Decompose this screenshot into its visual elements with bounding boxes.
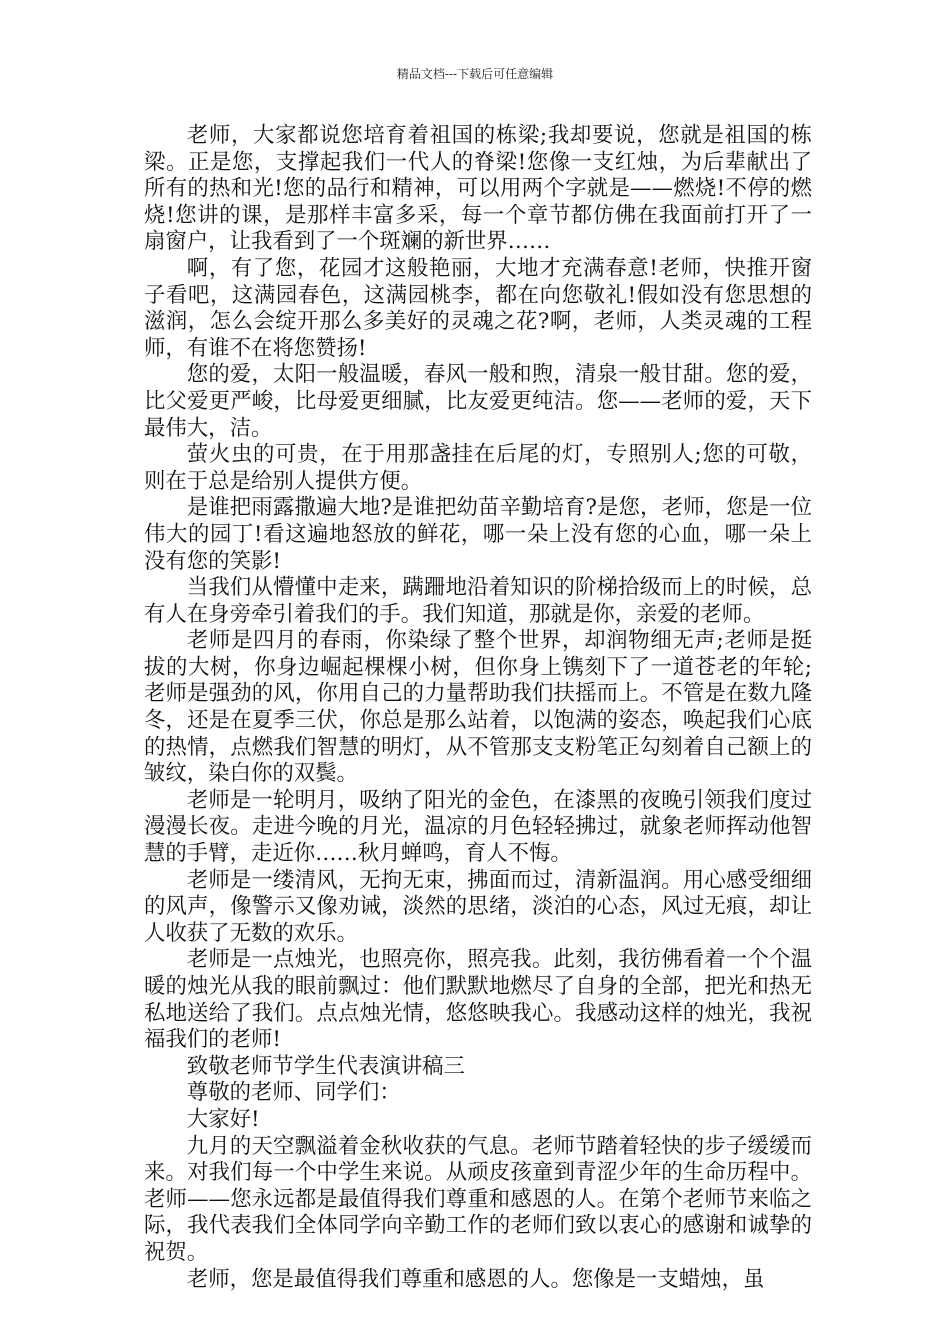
paragraph: 老师是四月的春雨，你染绿了整个世界，却润物细无声;老师是挺拔的大树，你身边崛起棵棵小树，但你身上镌刻下了一道苍老的年轮;老师是强劲的风，你用自己的力量帮助我们扶摇而上。不管是在数九隆冬，还是在夏季三伏，你总是那么站着，以饱满的姿态，唤起我们心底的热情，点燃我们智慧的明灯，从不管那支支粉笔正勾刻着自己额上的皱纹，染白你的双鬓。 — [144, 628, 812, 787]
document-body — [144, 123, 812, 1293]
paragraph: 当我们从懵懂中走来，蹒跚地沿着知识的阶梯拾级而上的时候，总有人在身旁牵引着我们的手。我们知道，那就是你，亲爱的老师。 — [144, 575, 812, 627]
paragraph: 老师是一点烛光，也照亮你，照亮我。此刻，我彷佛看着一个个温暖的烛光从我的眼前飘过：他们默默地燃尽了自身的全部，把光和热无私地送给了我们。点点烛光情，悠悠映我心。我感动这样的烛光，我祝福我们的老师! — [144, 947, 812, 1053]
paragraph: 啊，有了您，花园才这般艳丽，大地才充满春意!老师，快推开窗子看吧，这满园春色，这满园桃李，都在向您敬礼!假如没有您思想的滋润，怎么会绽开那么多美好的灵魂之花?啊，老师，人类灵魂的工程师，有谁不在将您赞扬! — [144, 255, 812, 361]
paragraph: 是谁把雨露撒遍大地?是谁把幼苗辛勤培育?是您，老师，您是一位伟大的园丁!看这遍地怒放的鲜花，哪一朵上没有您的心血，哪一朵上没有您的笑影! — [144, 495, 812, 574]
salutation: 尊敬的老师、同学们： — [186, 1080, 401, 1106]
paragraph: 九月的天空飘溢着金秋收获的气息。老师节踏着轻快的步子缓缓而来。对我们每一个中学生来说。从顽皮孩童到青涩少年的生命历程中。老师——您永远都是最值得我们尊重和感恩的人。在第个老师节来临之际，我代表我们全体同学向辛勤工作的老师们致以衷心的感谢和诚挚的祝贺。 — [144, 1133, 812, 1265]
paragraph: 老师是一缕清风，无拘无束，拂面而过，清新温润。用心感受细细的风声，像警示又像劝诫，淡然的思绪，淡泊的心态，风过无痕，却让人收获了无数的欢乐。 — [144, 867, 812, 946]
paragraph: 萤火虫的可贵，在于用那盏挂在后尾的灯，专照别人;您的可敬，则在于总是给别人提供方便。 — [144, 442, 812, 494]
section-title: 致敬老师节学生代表演讲稿三 — [186, 1053, 465, 1079]
paragraph: 老师是一轮明月，吸纳了阳光的金色，在漆黑的夜晚引领我们度过漫漫长夜。走进今晚的月光，温凉的月色轻轻拂过，就象老师挥动他智慧的手臂，走近你……秋月蝉鸣，育人不悔。 — [144, 787, 812, 867]
greeting: 大家好! — [186, 1106, 260, 1132]
paragraph: 老师，大家都说您培育着祖国的栋梁;我却要说，您就是祖国的栋梁。正是您，支撑起我们一代人的脊梁!您像一支红烛，为后辈献出了所有的热和光!您的品行和精神，可以用两个字就是——燃烧!不停的燃烧!您讲的课，是那样丰富多采，每一个章节都仿佛在我面前打开了一扇窗户，让我看到了一个斑斓的新世界…… — [144, 123, 812, 255]
page-header: 精品文档---下载后可任意编辑 — [396, 67, 554, 81]
paragraph: 老师，您是最值得我们尊重和感恩的人。您像是一支蜡烛，虽 — [186, 1266, 765, 1292]
paragraph: 您的爱，太阳一般温暖，春风一般和煦，清泉一般甘甜。您的爱，比父爱更严峻，比母爱更细腻，比友爱更纯洁。您——老师的爱，天下最伟大，洁。 — [144, 362, 812, 441]
